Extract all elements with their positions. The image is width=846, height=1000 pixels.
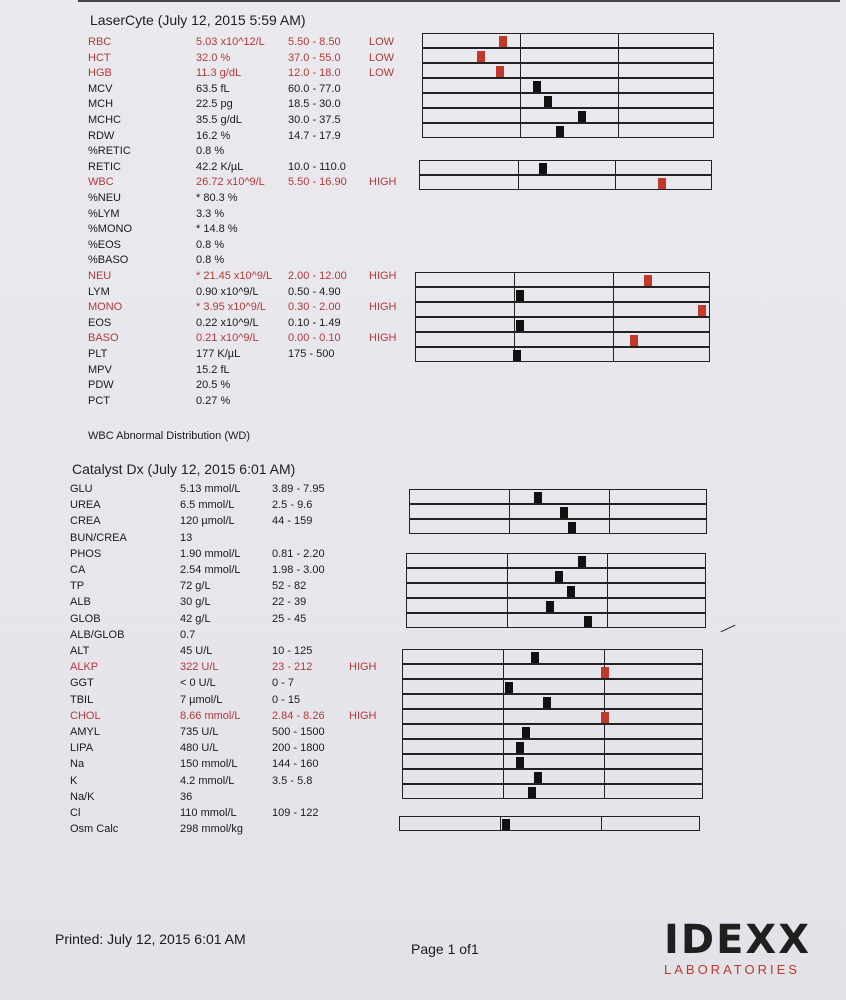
- analyte-value: < 0 U/L: [180, 677, 216, 690]
- range-lower-divider: [503, 770, 504, 783]
- result-flag: HIGH: [369, 270, 397, 282]
- range-bar: [422, 123, 714, 138]
- range-upper-divider: [613, 333, 614, 346]
- range-upper-divider: [615, 161, 616, 174]
- analyte-value: 36: [180, 790, 193, 803]
- result-marker: [516, 290, 524, 301]
- analyte-value: * 80.3 %: [196, 192, 238, 204]
- analyte-name: ALT: [70, 645, 90, 657]
- analyte-name: WBC: [88, 176, 114, 189]
- reference-range: 0.00 - 0.10: [288, 332, 341, 345]
- range-upper-divider: [607, 584, 608, 597]
- range-upper-divider: [613, 273, 614, 286]
- analyte-name: HCT: [88, 51, 111, 64]
- reference-range: 3.5 - 5.8: [272, 774, 313, 787]
- result-marker: [584, 616, 592, 627]
- range-bar: [402, 694, 703, 709]
- range-bar: [402, 754, 703, 769]
- range-upper-divider: [618, 109, 619, 122]
- reference-range: 109 - 122: [272, 807, 319, 819]
- range-bar: [402, 709, 703, 724]
- range-bar: [402, 784, 703, 799]
- result-flag: LOW: [369, 51, 395, 64]
- range-lower-divider: [503, 695, 504, 708]
- range-bar: [415, 272, 710, 287]
- analyte-name: GLOB: [70, 612, 101, 625]
- result-flag: HIGH: [349, 661, 377, 674]
- reference-range: 23 - 212: [272, 661, 313, 674]
- lasercyte-title: LaserCyte (July 12, 2015 5:59 AM): [90, 12, 306, 28]
- range-bar: [419, 160, 712, 175]
- result-marker: [516, 757, 524, 768]
- reference-range: 37.0 - 55.0: [288, 51, 341, 64]
- range-lower-divider: [503, 785, 504, 798]
- result-marker: [560, 507, 568, 518]
- analyte-value: 322 U/L: [180, 661, 219, 674]
- reference-range: 0.30 - 2.00: [288, 301, 341, 314]
- analyte-value: 72 g/L: [180, 580, 211, 593]
- analyte-name: BASO: [88, 332, 119, 345]
- reference-range: 2.84 - 8.26: [272, 709, 325, 722]
- result-marker: [502, 819, 510, 830]
- range-bar: [406, 598, 706, 613]
- analyte-value: 11.3 g/dL: [196, 67, 242, 80]
- analyte-value: 177 K/µL: [196, 348, 241, 360]
- range-upper-divider: [604, 725, 605, 738]
- range-lower-divider: [514, 303, 515, 316]
- reference-range: 60.0 - 77.0: [288, 82, 341, 95]
- analyte-name: LYM: [88, 285, 110, 298]
- result-marker: [556, 126, 564, 137]
- result-marker: [534, 772, 542, 783]
- result-marker: [496, 66, 504, 77]
- result-flag: LOW: [369, 36, 395, 48]
- analyte-value: 20.5 %: [196, 379, 231, 392]
- range-lower-divider: [507, 554, 508, 567]
- analyte-name: RETIC: [88, 160, 121, 173]
- analyte-name: CHOL: [70, 709, 101, 722]
- analyte-value: 298 mmol/kg: [180, 823, 243, 836]
- analyte-name: Na: [70, 758, 85, 771]
- top-rule: [78, 0, 840, 2]
- analyte-name: ALB/GLOB: [70, 628, 125, 641]
- idexx-logo: [664, 917, 834, 977]
- reference-range: 1.98 - 3.00: [272, 564, 325, 576]
- analyte-value: 45 U/L: [180, 645, 213, 657]
- range-lower-divider: [518, 176, 519, 189]
- range-upper-divider: [613, 288, 614, 301]
- analyte-value: 8.66 mmol/L: [180, 709, 241, 722]
- analyte-value: 13: [180, 531, 193, 544]
- result-marker: [533, 81, 541, 92]
- range-lower-divider: [509, 490, 510, 503]
- analyte-value: 0.7: [180, 628, 196, 641]
- result-marker: [544, 96, 552, 107]
- range-bar: [409, 519, 707, 534]
- reference-range: 0 - 7: [272, 677, 295, 690]
- range-lower-divider: [514, 273, 515, 286]
- reference-range: 2.5 - 9.6: [272, 499, 313, 512]
- reference-range: 0 - 15: [272, 693, 301, 706]
- range-upper-divider: [609, 490, 610, 503]
- reference-range: 14.7 - 17.9: [288, 129, 341, 142]
- result-marker: [516, 320, 524, 331]
- result-marker: [522, 727, 530, 738]
- reference-range: 5.50 - 16.90: [288, 176, 347, 189]
- analyte-value: 0.21 x10^9/L: [196, 332, 259, 345]
- range-lower-divider: [514, 288, 515, 301]
- result-marker: [531, 652, 539, 663]
- analyte-name: %EOS: [88, 238, 122, 251]
- range-lower-divider: [520, 109, 521, 122]
- range-bar: [402, 649, 703, 664]
- result-marker: [601, 667, 609, 678]
- result-marker: [630, 335, 638, 346]
- analyte-value: 3.3 %: [196, 207, 225, 220]
- analyte-name: RBC: [88, 36, 112, 48]
- range-lower-divider: [514, 318, 515, 331]
- reference-range: 25 - 45: [272, 612, 307, 625]
- range-upper-divider: [601, 817, 602, 830]
- range-lower-divider: [503, 650, 504, 663]
- reference-range: 52 - 82: [272, 580, 307, 593]
- range-bar: [422, 63, 714, 78]
- analyte-value: 0.27 %: [196, 394, 231, 407]
- catalyst-title: Catalyst Dx (July 12, 2015 6:01 AM): [72, 461, 296, 477]
- range-upper-divider: [604, 740, 605, 753]
- analyte-name: PHOS: [70, 547, 102, 560]
- range-lower-divider: [503, 665, 504, 678]
- result-flag: LOW: [369, 67, 395, 80]
- reference-range: 500 - 1500: [272, 726, 325, 738]
- analyte-value: 0.8 %: [196, 238, 225, 251]
- analyte-value: 42.2 K/µL: [196, 160, 244, 173]
- analyte-name: PCT: [88, 394, 110, 407]
- result-marker: [546, 601, 554, 612]
- result-marker: [698, 305, 706, 316]
- range-bar: [406, 568, 706, 583]
- range-lower-divider: [520, 94, 521, 107]
- analyte-name: ALKP: [70, 661, 99, 674]
- result-marker: [534, 492, 542, 503]
- range-bar: [406, 553, 706, 568]
- range-upper-divider: [618, 34, 619, 47]
- range-upper-divider: [604, 680, 605, 693]
- range-lower-divider: [503, 680, 504, 693]
- result-marker: [601, 712, 609, 723]
- analyte-name: MCH: [88, 98, 114, 111]
- range-upper-divider: [604, 785, 605, 798]
- range-upper-divider: [613, 348, 614, 361]
- range-upper-divider: [604, 695, 605, 708]
- reference-range: 5.50 - 8.50: [288, 36, 341, 48]
- analyte-name: UREA: [70, 499, 101, 512]
- result-marker: [528, 787, 536, 798]
- result-marker: [513, 350, 521, 361]
- analyte-name: BUN/CREA: [70, 531, 127, 544]
- analyte-value: 120 µmol/L: [180, 515, 235, 528]
- reference-range: 10.0 - 110.0: [288, 160, 346, 173]
- analyte-value: 42 g/L: [180, 612, 211, 625]
- range-upper-divider: [609, 505, 610, 518]
- range-bar: [402, 724, 703, 739]
- range-lower-divider: [507, 584, 508, 597]
- analyte-name: Cl: [70, 807, 81, 819]
- range-bar: [402, 769, 703, 784]
- range-bar: [402, 664, 703, 679]
- reference-range: 44 - 159: [272, 515, 313, 528]
- analyte-value: 7 µmol/L: [180, 693, 223, 706]
- analyte-name: HGB: [88, 67, 112, 80]
- range-lower-divider: [520, 49, 521, 62]
- page-number: Page 1 of1: [411, 941, 479, 957]
- analyte-value: 1.90 mmol/L: [180, 547, 241, 560]
- analyte-name: MONO: [88, 301, 123, 314]
- analyte-name: Na/K: [70, 790, 95, 803]
- range-upper-divider: [609, 520, 610, 533]
- range-bar: [422, 108, 714, 123]
- range-upper-divider: [613, 303, 614, 316]
- result-flag: HIGH: [369, 332, 397, 345]
- analyte-name: GLU: [70, 483, 93, 495]
- analyte-name: K: [70, 774, 78, 787]
- result-marker: [578, 556, 586, 567]
- analyte-value: 2.54 mmol/L: [180, 564, 241, 576]
- analyte-name: NEU: [88, 270, 112, 282]
- analyte-name: TBIL: [70, 693, 94, 706]
- range-bar: [422, 93, 714, 108]
- range-bar: [415, 302, 710, 317]
- range-upper-divider: [604, 770, 605, 783]
- range-lower-divider: [507, 614, 508, 627]
- reference-range: 0.10 - 1.49: [288, 316, 341, 329]
- range-lower-divider: [520, 124, 521, 137]
- range-upper-divider: [607, 554, 608, 567]
- range-upper-divider: [618, 79, 619, 92]
- range-bar: [415, 332, 710, 347]
- range-lower-divider: [503, 755, 504, 768]
- result-marker: [555, 571, 563, 582]
- analyte-name: CREA: [70, 515, 101, 528]
- range-lower-divider: [518, 161, 519, 174]
- analyte-name: MCV: [88, 82, 113, 95]
- range-bar: [402, 679, 703, 694]
- reference-range: 3.89 - 7.95: [272, 483, 325, 495]
- analyte-name: EOS: [88, 316, 112, 329]
- analyte-name: %RETIC: [88, 145, 131, 158]
- result-marker: [567, 586, 575, 597]
- reference-range: 144 - 160: [272, 758, 319, 771]
- reference-range: 12.0 - 18.0: [288, 67, 341, 80]
- analyte-name: ALB: [70, 596, 91, 609]
- analyte-value: 0.90 x10^9/L: [196, 285, 259, 298]
- analyte-value: 0.8 %: [196, 254, 225, 267]
- range-lower-divider: [509, 520, 510, 533]
- result-flag: HIGH: [349, 709, 377, 722]
- wbc-distribution-note: WBC Abnormal Distribution (WD): [88, 430, 250, 442]
- range-upper-divider: [618, 64, 619, 77]
- analyte-value: 15.2 fL: [196, 363, 230, 376]
- range-bar: [406, 583, 706, 598]
- analyte-value: 150 mmol/L: [180, 758, 238, 771]
- analyte-value: 735 U/L: [180, 726, 219, 738]
- analyte-name: %BASO: [88, 254, 129, 267]
- reference-range: 2.00 - 12.00: [288, 270, 347, 282]
- analyte-name: TP: [70, 580, 85, 593]
- result-marker: [658, 178, 666, 189]
- analyte-value: 6.5 mmol/L: [180, 499, 235, 512]
- analyte-value: 63.5 fL: [196, 82, 230, 95]
- analyte-name: AMYL: [70, 726, 100, 738]
- range-upper-divider: [618, 49, 619, 62]
- result-flag: HIGH: [369, 301, 397, 314]
- range-bar: [422, 78, 714, 93]
- range-upper-divider: [607, 614, 608, 627]
- result-marker: [505, 682, 513, 693]
- analyte-name: CA: [70, 564, 86, 576]
- result-marker: [516, 742, 524, 753]
- result-marker: [644, 275, 652, 286]
- range-bar: [415, 317, 710, 332]
- range-lower-divider: [520, 79, 521, 92]
- result-marker: [499, 36, 507, 47]
- analyte-value: 35.5 g/dL: [196, 114, 242, 126]
- range-bar: [415, 347, 710, 362]
- analyte-name: LIPA: [70, 742, 94, 755]
- range-lower-divider: [503, 740, 504, 753]
- range-upper-divider: [607, 569, 608, 582]
- analyte-value: * 21.45 x10^9/L: [196, 270, 273, 282]
- analyte-name: PLT: [88, 348, 108, 360]
- range-bar: [406, 613, 706, 628]
- range-upper-divider: [618, 124, 619, 137]
- analyte-name: %NEU: [88, 192, 122, 204]
- analyte-name: %LYM: [88, 207, 120, 220]
- range-bar: [402, 739, 703, 754]
- result-marker: [578, 111, 586, 122]
- analyte-name: %MONO: [88, 223, 132, 236]
- analyte-name: PDW: [88, 379, 114, 392]
- reference-range: 18.5 - 30.0: [288, 98, 341, 111]
- reference-range: 175 - 500: [288, 348, 335, 360]
- reference-range: 0.50 - 4.90: [288, 285, 341, 298]
- reference-range: 30.0 - 37.5: [288, 114, 341, 126]
- analyte-value: 16.2 %: [196, 129, 231, 142]
- analyte-value: 26.72 x10^9/L: [196, 176, 265, 189]
- analyte-name: GGT: [70, 677, 94, 690]
- analyte-value: 0.22 x10^9/L: [196, 316, 259, 329]
- analyte-name: Osm Calc: [70, 823, 119, 836]
- analyte-name: RDW: [88, 129, 115, 142]
- range-lower-divider: [503, 710, 504, 723]
- analyte-value: 4.2 mmol/L: [180, 774, 235, 787]
- range-lower-divider: [509, 505, 510, 518]
- logo-wordmark: IDEXX: [664, 917, 812, 963]
- reference-range: 10 - 125: [272, 645, 313, 657]
- range-upper-divider: [604, 755, 605, 768]
- range-bar: [399, 816, 700, 831]
- result-flag: HIGH: [369, 176, 397, 189]
- analyte-name: MPV: [88, 363, 112, 376]
- printed-timestamp: Printed: July 12, 2015 6:01 AM: [55, 931, 246, 947]
- range-lower-divider: [503, 725, 504, 738]
- range-lower-divider: [507, 599, 508, 612]
- analyte-name: MCHC: [88, 114, 121, 126]
- result-marker: [477, 51, 485, 62]
- range-lower-divider: [520, 34, 521, 47]
- logo-subtitle: LABORATORIES: [664, 962, 800, 977]
- range-bar: [409, 489, 707, 504]
- result-marker: [543, 697, 551, 708]
- range-lower-divider: [514, 333, 515, 346]
- range-upper-divider: [613, 318, 614, 331]
- analyte-value: 110 mmol/L: [180, 807, 237, 819]
- range-upper-divider: [615, 176, 616, 189]
- analyte-value: 0.8 %: [196, 145, 225, 158]
- range-lower-divider: [520, 64, 521, 77]
- analyte-value: 5.13 mmol/L: [180, 483, 241, 495]
- analyte-value: 22.5 pg: [196, 98, 233, 111]
- range-upper-divider: [607, 599, 608, 612]
- analyte-value: * 3.95 x10^9/L: [196, 301, 266, 314]
- range-bar: [422, 48, 714, 63]
- result-marker: [568, 522, 576, 533]
- range-bar: [422, 33, 714, 48]
- pen-mark: [721, 625, 736, 633]
- range-bar: [415, 287, 710, 302]
- reference-range: 0.81 - 2.20: [272, 547, 325, 560]
- reference-range: 22 - 39: [272, 596, 307, 609]
- range-bar: [419, 175, 712, 190]
- reference-range: 200 - 1800: [272, 742, 325, 755]
- analyte-value: 5.03 x10^12/L: [196, 36, 265, 48]
- range-lower-divider: [507, 569, 508, 582]
- result-marker: [539, 163, 547, 174]
- range-upper-divider: [604, 650, 605, 663]
- analyte-value: 30 g/L: [180, 596, 211, 609]
- range-upper-divider: [618, 94, 619, 107]
- range-lower-divider: [500, 817, 501, 830]
- analyte-value: 32.0 %: [196, 51, 231, 64]
- analyte-value: 480 U/L: [180, 742, 219, 755]
- analyte-value: * 14.8 %: [196, 223, 238, 236]
- range-bar: [409, 504, 707, 519]
